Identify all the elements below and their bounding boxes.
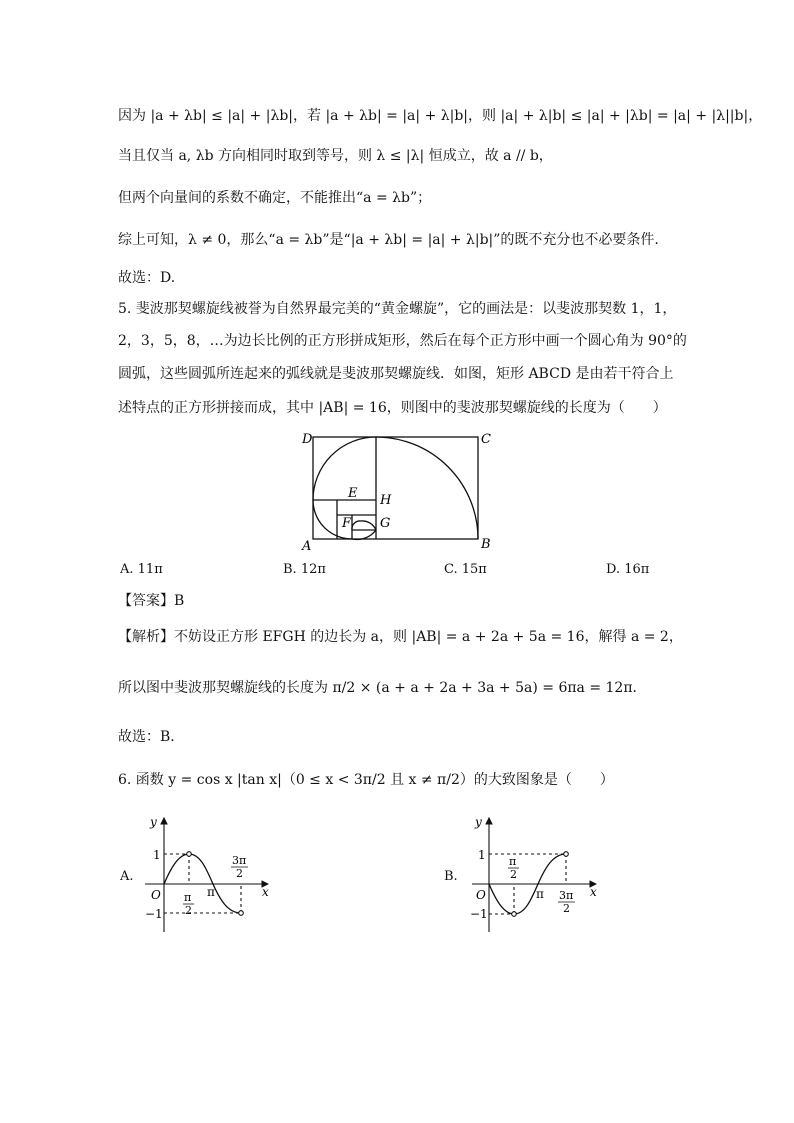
axis-x-label: x [590, 885, 597, 899]
q5-stem-line-3: 圆弧，这些圆弧所连起来的弧线就是斐波那契螺旋线．如图，矩形 ABCD 是由若干符合上 [118, 366, 674, 382]
q6-option-b-label: B. [444, 869, 458, 884]
tick-3pi-half-den: 2 [236, 867, 243, 880]
label-F: F [342, 516, 352, 531]
origin-label: O [476, 888, 486, 902]
tick-1: 1 [478, 848, 486, 862]
tick-pi-half-den: 2 [185, 904, 192, 917]
label-E: E [348, 486, 358, 501]
solution-line-3: 但两个向量间的系数不确定，不能推出“a = λb”； [118, 190, 432, 206]
q5-option-a: A. 11π [120, 562, 163, 577]
label-G: G [380, 516, 391, 531]
tick-pi-half-den: 2 [510, 868, 517, 881]
solution-choice: 故选：D. [118, 270, 176, 286]
tick-3pi-half-num: 3π [232, 854, 247, 867]
q5-option-d: D. 16π [606, 562, 650, 577]
tick-pi-half-num: π [184, 891, 192, 904]
axis-y-label: y [150, 815, 157, 829]
q5-stem-line-2: 2，3，5，8，…为边长比例的正方形拼成矩形，然后在每个正方形中画一个圆心角为 90°的 [118, 333, 687, 349]
label-B: B [481, 537, 491, 552]
label-C: C [481, 432, 491, 447]
tick-pi: π [207, 885, 215, 899]
q5-choice: 故选：B． [118, 729, 185, 745]
tick-neg-1: −1 [145, 907, 163, 921]
q5-stem-line-4: 述特点的正方形拼接而成，其中 |AB| = 16，则图中的斐波那契螺旋线的长度为（ ） [118, 400, 667, 416]
tick-3pi-half-num: 3π [559, 889, 574, 902]
solution-line-1: 因为 |a + λb| ≤ |a| + |λb|，若 |a + λb| = |a| + λ|b|，则 |a| + λ|b| ≤ |a| + |λb| = |a| + |λ||b|， [118, 108, 763, 124]
q6-option-a-label: A. [120, 869, 134, 884]
q5-stem-line-1: 5. 斐波那契螺旋线被誉为自然界最完美的“黄金螺旋”，它的画法是：以斐波那契数 1，1， [118, 301, 677, 317]
q5-analysis-line-2: 所以图中斐波那契螺旋线的长度为 π/2 × (a + a + 2a + 3a + 5a) = 6πa = 12π． [118, 680, 647, 696]
solution-line-2: 当且仅当 a, λb 方向相同时取到等号，则 λ ≤ |λ| 恒成立，故 a // b， [118, 148, 553, 164]
q5-option-b: B. 12π [283, 562, 326, 577]
tick-pi-half-num: π [509, 855, 517, 868]
q6-graph-a [140, 812, 280, 937]
axis-y-label: y [475, 815, 482, 829]
label-H: H [380, 493, 392, 508]
fibonacci-rectangle-figure [298, 428, 498, 552]
tick-3pi-half-den: 2 [563, 902, 570, 915]
axis-x-label: x [262, 885, 269, 899]
label-D: D [302, 432, 313, 447]
q5-analysis-line-1: 【解析】不妨设正方形 EFGH 的边长为 a，则 |AB| = a + 2a + 5a = 16，解得 a = 2， [118, 629, 683, 645]
tick-1: 1 [153, 848, 161, 862]
q5-option-c: C. 15π [444, 562, 487, 577]
solution-line-4: 综上可知，λ ≠ 0，那么“a = λb”是“|a + λb| = |a| + λ|b|”的既不充分也不必要条件. [118, 232, 659, 248]
label-A: A [302, 539, 312, 552]
origin-label: O [151, 888, 161, 902]
tick-pi: π [536, 887, 544, 901]
tick-neg-1: −1 [470, 907, 488, 921]
q5-answer: 【答案】B [118, 593, 185, 609]
q6-stem: 6. 函数 y = cos x |tan x|（0 ≤ x < 3π/2 且 x ≠ π/2）的大致图象是（ ） [118, 772, 614, 788]
q6-graph-b [465, 812, 605, 937]
